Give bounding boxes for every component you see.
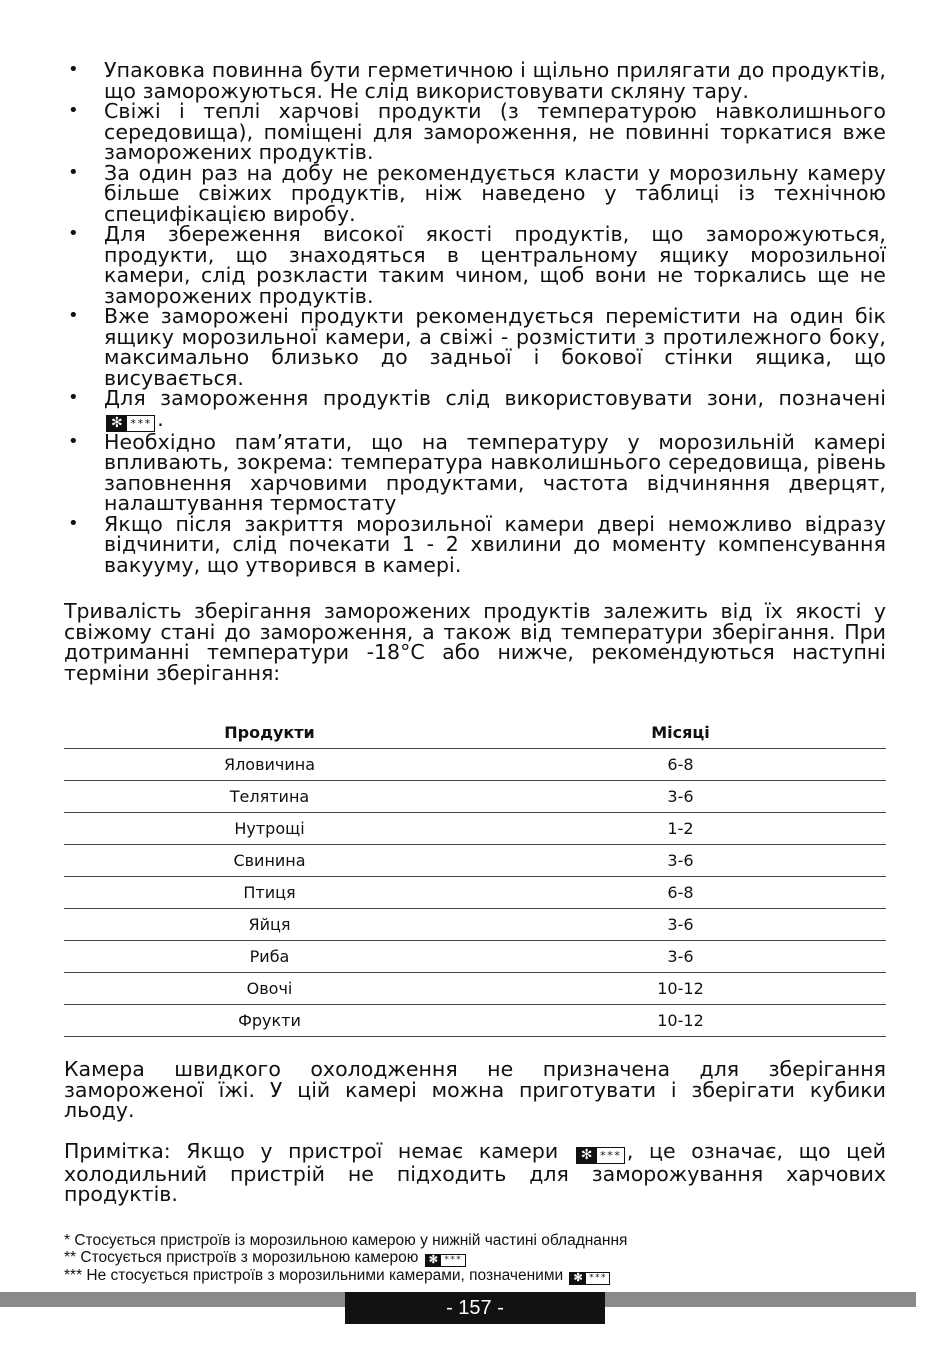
bullet-icon: •	[68, 100, 79, 121]
product-cell: Птиця	[64, 877, 475, 909]
months-cell: 3-6	[475, 909, 886, 941]
bullet-icon: •	[68, 387, 79, 408]
freezer-zone-icon: ✻ ***	[576, 1147, 625, 1164]
bullet-icon: •	[68, 59, 79, 80]
list-item: • За один раз на добу не рекомендується класти у морозильну камеру більше свіжих продуктів, ніж наведено у таблиці із технічною специфікацією виробу.	[68, 160, 886, 226]
footnote: *** Не стосується пристроїв з морозильними камерами, позначеними ✻ ***	[64, 1267, 886, 1285]
table-row	[64, 1005, 886, 1037]
freezer-zone-icon: ✻ ***	[106, 415, 155, 432]
bullet-icon: •	[68, 512, 79, 534]
product-cell: Телятина	[64, 781, 475, 813]
table-row	[64, 813, 886, 845]
bullet-icon: •	[68, 223, 79, 244]
product-cell: Свинина	[64, 845, 475, 877]
fast-cooling-note: Камера швидкого охолодження не призначена для зберігання замороженої їжі. У цій камері можна приготувати і зберігати кубики льоду.	[64, 1057, 886, 1122]
freezer-note: Примітка: Якщо у пристрої немає камери ✻ *** , це означає, що цей холодильний пристрій не підходить для заморожування харчових продуктів.	[64, 1138, 886, 1206]
footnote: * Стосується пристроїв із морозильною камерою у нижній частині обладнання	[64, 1232, 628, 1249]
months-cell: 10-12	[475, 1005, 886, 1037]
table-row	[64, 877, 886, 909]
months-cell: 6-8	[475, 877, 886, 909]
months-cell: 3-6	[475, 845, 886, 877]
product-cell: Риба	[64, 941, 475, 973]
list-item: • Необхідно пам’ятати, що на температуру у морозильній камері впливають, зокрема: температура навколишнього середовища, рівень заповнення харчовими продуктами, частота відчиняння дверцят, налаштування термостату	[68, 429, 886, 515]
product-cell: Яйця	[64, 909, 475, 941]
list-item: • Для замороження продуктів слід використовувати зони, позначені ✻ *** .	[68, 386, 886, 431]
table-header-row	[64, 723, 886, 749]
storage-table	[64, 723, 886, 1037]
list-item: • Для збереження високої якості продуктів, що заморожуються, продукти, що знаходяться в центральному ящику морозильної камери, слід розкласти таким чином, щоб вони не торкались ще не заморожених продуктів.	[68, 222, 886, 308]
bullet-icon: •	[68, 305, 79, 326]
list-item: • Упаковка повинна бути герметичною і щільно прилягати до продуктів, що заморожуються. Не слід використовувати скляну тару.	[68, 58, 886, 103]
page-content	[64, 60, 886, 1205]
product-cell: Нутрощі	[64, 813, 475, 845]
table-row	[64, 941, 886, 973]
list-item: • Свіжі і теплі харчові продукти (з температурою навколишнього середовища), поміщені для замороження, не повинні торкатися вже заморожених продуктів.	[68, 99, 886, 164]
bullet-icon: •	[68, 430, 79, 452]
months-cell: 1-2	[475, 813, 886, 845]
list-item: • Якщо після закриття морозильної камери двері неможливо відразу відчинити, слід почекати 1 - 2 хвилини до моменту компенсування вакууму, що утворився в камері.	[68, 511, 886, 577]
months-cell: 10-12	[475, 973, 886, 1005]
table-row	[64, 973, 886, 1005]
table-row	[64, 845, 886, 877]
months-cell: 3-6	[475, 941, 886, 973]
column-header-products: Продукти	[64, 723, 475, 749]
months-cell: 3-6	[475, 781, 886, 813]
table-row	[64, 749, 886, 781]
freezer-zone-icon: ✻ ***	[569, 1272, 610, 1285]
table-row	[64, 781, 886, 813]
table-row	[64, 909, 886, 941]
storage-intro: Тривалість зберігання заморожених продуктів залежить від їх якості у свіжому стані до замороження, а також від температури зберігання. При дотриманні температури -18°C або нижче, рекомендуються наступні терміни зберігання:	[64, 599, 886, 685]
product-cell: Яловичина	[64, 749, 475, 781]
footnote: ** Стосується пристроїв з морозильною камерою ✻ ***	[64, 1249, 886, 1267]
column-header-months: Місяці	[475, 723, 886, 749]
product-cell: Фрукти	[64, 1005, 475, 1037]
footnotes	[64, 1232, 886, 1285]
instructions-list	[64, 60, 886, 575]
page-number: - 157 -	[345, 1292, 605, 1324]
freezer-zone-icon: ✻ ***	[425, 1254, 466, 1267]
bullet-icon: •	[68, 161, 79, 183]
product-cell: Овочі	[64, 973, 475, 1005]
months-cell: 6-8	[475, 749, 886, 781]
list-item: • Вже заморожені продукти рекомендується перемістити на один бік ящику морозильної камери, а свіжі - розмістити з протилежного боку, максимально близько до задньої і бокової стінки ящика, що висувається.	[68, 304, 886, 390]
